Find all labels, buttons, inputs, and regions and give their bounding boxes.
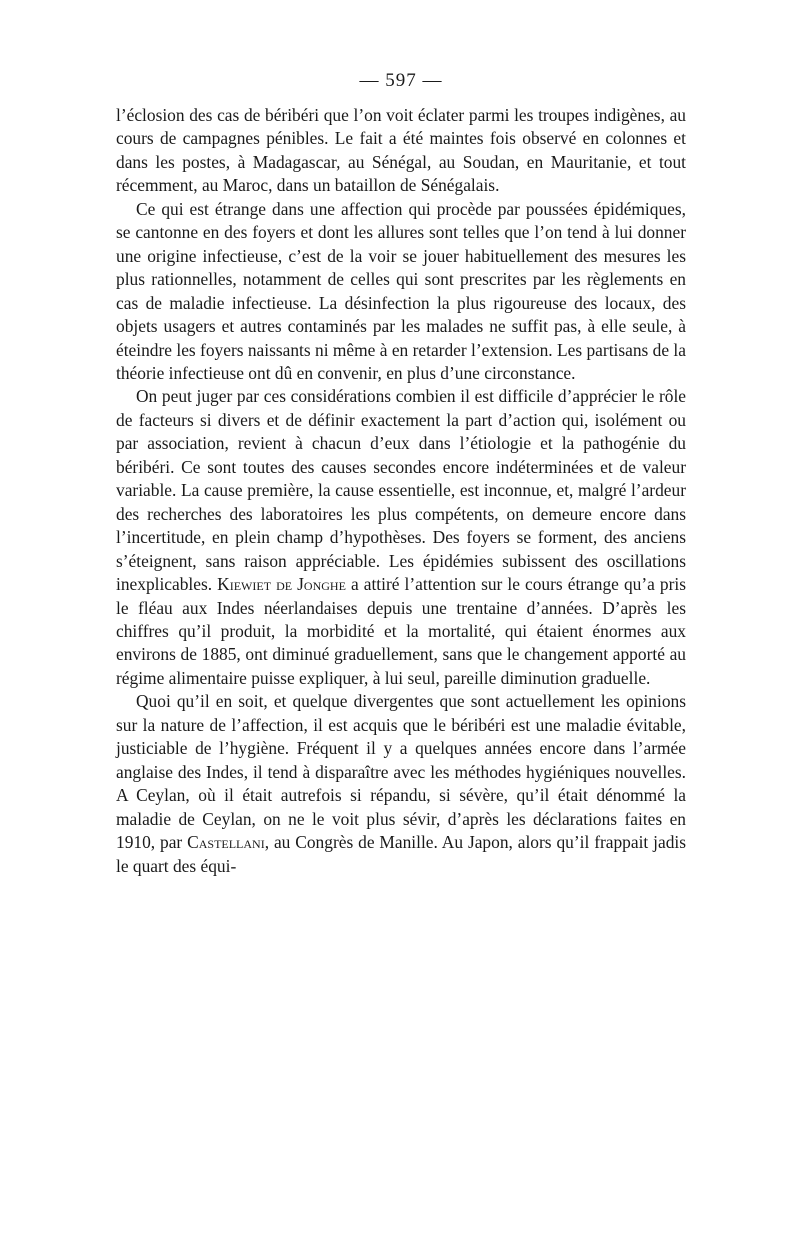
paragraph-2 bbox=[116, 198, 686, 386]
text-run: l’éclosion des cas de béribéri que l’on voit éclater parmi les troupes indigènes, au cours de campagnes pénibles. Le fait a été maintes fois observé en colonnes et dans les postes, à Madagascar, au Sénégal, au Soudan, en Mauritanie, et tout récemment, au Maroc, dans un bataillon de Sénégalais. bbox=[116, 105, 686, 196]
text-run: , au Congrès de Manille. Au Japon, alors qu’il frappait jadis le quart des équi- bbox=[116, 832, 686, 876]
author-name: Kiewiet de Jonghe bbox=[217, 574, 346, 595]
document-page bbox=[116, 70, 686, 878]
paragraph-4 bbox=[116, 690, 686, 878]
text-run: On peut juger par ces considérations combien il est difficile d’apprécier le rôle de facteurs si divers et de définir exactement la part d’action qui, isolément ou par association, revient à chacun d’eux dans l’étiologie et la pathogénie du béribéri. Ce sont toutes des causes secondes encore indéterminées et de valeur variable. La cause première, la cause essentielle, est inconnue, et, malgré l’ardeur des recherches des laboratoires les plus compétents, on demeure encore dans l’incertitude, en plein champ d’hypothèses. Des foyers se forment, des anciens s’éteignent, sans raison appréciable. Les épidémies subissent des oscillations inexplicables. bbox=[116, 386, 686, 595]
paragraph-3 bbox=[116, 385, 686, 690]
text-run: Quoi qu’il en soit, et quelque divergentes que sont actuellement les opinions sur la nature de l’affection, il est acquis que le béribéri est une maladie évitable, justiciable de l’hygiène. Fréquent il y a quelques années encore dans l’armée anglaise des Indes, il tend à disparaître avec les méthodes hygiéniques nouvelles. A Ceylan, où il était autrefois si répandu, si sévère, qu’il était dénommé la maladie de Ceylan, on ne le voit plus sévir, d’après les déclarations faites en 1910, par bbox=[116, 691, 686, 853]
body-text bbox=[116, 104, 686, 878]
text-run: a attiré l’attention sur le cours étrange qu’a pris le fléau aux Indes néerlandaises depuis une trentaine d’années. D’après les chiffres qu’il produit, la morbidité et la mortalité, qui étaient énormes aux environs de 1885, ont diminué graduellement, sans que le changement apporté au régime alimentaire puisse expliquer, à lui seul, pareille diminution graduelle. bbox=[116, 574, 686, 688]
paragraph-1 bbox=[116, 104, 686, 198]
text-run: Ce qui est étrange dans une affection qui procède par poussées épidémiques, se cantonne en des foyers et dont les allures sont telles que l’on tend à lui donner une origine infectieuse, c’est de la voir se jouer habituellement des mesures les plus rationnelles, notamment de celles qui sont prescrites par les règlements en cas de maladie infectieuse. La désinfection la plus rigoureuse des locaux, des objets usagers et autres contaminés par les malades ne suffit pas, à elle seule, à éteindre les foyers naissants ni même à en retarder l’extension. Les partisans de la théorie infectieuse ont dû en convenir, en plus d’une circonstance. bbox=[116, 198, 686, 383]
author-name: Castellani bbox=[187, 832, 265, 853]
page-number: — 597 — bbox=[359, 70, 443, 91]
